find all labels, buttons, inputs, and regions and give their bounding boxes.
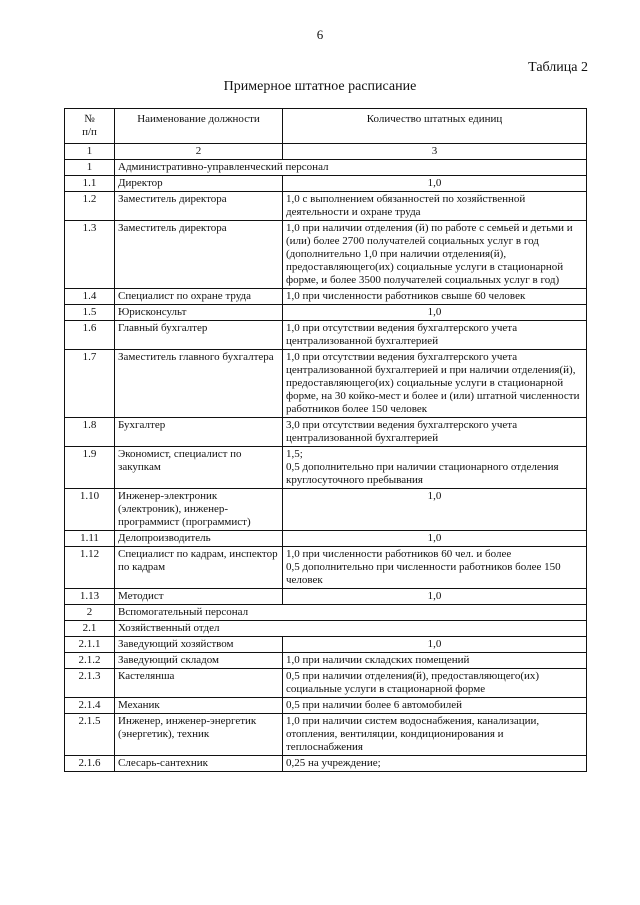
staff-quantity: 1,0 <box>283 637 587 653</box>
row-number: 1.1 <box>65 176 115 192</box>
row-number: 1.12 <box>65 547 115 589</box>
position-name: Слесарь-сантехник <box>115 756 283 772</box>
position-name: Экономист, специалист по закупкам <box>115 447 283 489</box>
position-name: Инженер, инженер-энергетик (энергетик), техник <box>115 714 283 756</box>
staff-quantity: 0,25 на учреждение; <box>283 756 587 772</box>
staff-quantity: 1,0 <box>283 305 587 321</box>
table-label: Таблица 2 <box>528 60 588 75</box>
table-row <box>65 714 587 756</box>
table-row <box>65 221 587 289</box>
row-number: 1.9 <box>65 447 115 489</box>
staff-quantity: 0,5 при наличии более 6 автомобилей <box>283 698 587 714</box>
staff-quantity: 1,5; 0,5 дополнительно при наличии стационарного отделения круглосуточного пребывания <box>283 447 587 489</box>
row-number: 2 <box>65 605 115 621</box>
index-cell-2: 2 <box>115 144 283 160</box>
table-index-row <box>65 144 587 160</box>
table-row <box>65 418 587 447</box>
table-row <box>65 621 587 637</box>
row-number: 1.4 <box>65 289 115 305</box>
row-number: 1.7 <box>65 350 115 418</box>
staff-quantity: 1,0 при численности работников свыше 60 человек <box>283 289 587 305</box>
table-row <box>65 637 587 653</box>
row-number: 1.10 <box>65 489 115 531</box>
staff-quantity: 1,0 с выполнением обязанностей по хозяйственной деятельности и охране труда <box>283 192 587 221</box>
page-number: 6 <box>316 27 324 42</box>
staff-quantity: 1,0 при отсутствии ведения бухгалтерского учета централизованной бухгалтерией <box>283 321 587 350</box>
staffing-table <box>64 108 587 772</box>
position-name: Специалист по охране труда <box>115 289 283 305</box>
table-row <box>65 192 587 221</box>
row-number: 1.5 <box>65 305 115 321</box>
section-heading: Хозяйственный отдел <box>115 621 587 637</box>
table-row <box>65 756 587 772</box>
staff-quantity: 1,0 при наличии систем водоснабжения, канализации, отопления, вентиляции, кондиционирования и теплоснабжения <box>283 714 587 756</box>
staff-quantity: 1,0 <box>283 589 587 605</box>
staff-quantity: 0,5 при наличии отделения(й), предоставляющего(их) социальные услуги в стационарной форме <box>283 669 587 698</box>
row-number: 1.3 <box>65 221 115 289</box>
table-row <box>65 305 587 321</box>
position-name: Заместитель главного бухгалтера <box>115 350 283 418</box>
row-number: 1.2 <box>65 192 115 221</box>
header-num <box>65 109 115 144</box>
staff-quantity: 1,0 при отсутствии ведения бухгалтерского учета централизованной бухгалтерией и при наличии отделения(й), предоставляющего(их) социальные услуги в стационарной форме, на 30 койко-мест и более и (или) штатной численности работников более 150 человек <box>283 350 587 418</box>
staff-quantity: 1,0 при наличии отделения (й) по работе с семьей и детьми и (или) более 2700 получателей социальных услуг в год (дополнительно 1,0 при наличии отделения(й), предоставляющего(их) социальные услуги в стационарной форме, и более 3500 получателей социальных услуг в год) <box>283 221 587 289</box>
index-cell-1: 1 <box>65 144 115 160</box>
row-number: 2.1.2 <box>65 653 115 669</box>
header-position: Наименование должности <box>115 109 283 144</box>
table-row <box>65 531 587 547</box>
row-number: 2.1 <box>65 621 115 637</box>
table-row <box>65 350 587 418</box>
table-row <box>65 669 587 698</box>
staff-quantity: 1,0 <box>283 489 587 531</box>
position-name: Специалист по кадрам, инспектор по кадрам <box>115 547 283 589</box>
position-name: Главный бухгалтер <box>115 321 283 350</box>
table-header-row <box>65 109 587 144</box>
position-name: Бухгалтер <box>115 418 283 447</box>
row-number: 1 <box>65 160 115 176</box>
row-number: 2.1.6 <box>65 756 115 772</box>
table-row <box>65 176 587 192</box>
position-name: Кастелянша <box>115 669 283 698</box>
header-num-line2: п/п <box>82 126 97 138</box>
position-name: Заместитель директора <box>115 192 283 221</box>
row-number: 1.8 <box>65 418 115 447</box>
table-row <box>65 547 587 589</box>
staff-quantity: 1,0 <box>283 176 587 192</box>
table-row <box>65 289 587 305</box>
position-name: Механик <box>115 698 283 714</box>
row-number: 1.11 <box>65 531 115 547</box>
position-name: Юрисконсульт <box>115 305 283 321</box>
staff-quantity: 1,0 <box>283 531 587 547</box>
section-heading: Вспомогательный персонал <box>115 605 587 621</box>
row-number: 2.1.4 <box>65 698 115 714</box>
position-name: Делопроизводитель <box>115 531 283 547</box>
staff-quantity: 1,0 при наличии складских помещений <box>283 653 587 669</box>
position-name: Заместитель директора <box>115 221 283 289</box>
table-row <box>65 589 587 605</box>
position-name: Заведующий складом <box>115 653 283 669</box>
row-number: 2.1.1 <box>65 637 115 653</box>
row-number: 1.13 <box>65 589 115 605</box>
position-name: Методист <box>115 589 283 605</box>
header-num-line1: № <box>84 113 95 125</box>
header-quantity: Количество штатных единиц <box>283 109 587 144</box>
position-name: Инженер-электроник (электроник), инженер-программист (программист) <box>115 489 283 531</box>
row-number: 1.6 <box>65 321 115 350</box>
table-body <box>65 160 587 772</box>
index-cell-3: 3 <box>283 144 587 160</box>
table-row <box>65 321 587 350</box>
document-title: Примерное штатное расписание <box>223 79 417 94</box>
row-number: 2.1.3 <box>65 669 115 698</box>
position-name: Заведующий хозяйством <box>115 637 283 653</box>
table-row <box>65 489 587 531</box>
table-row <box>65 698 587 714</box>
table-row <box>65 160 587 176</box>
staff-quantity: 1,0 при численности работников 60 чел. и более 0,5 дополнительно при численности работников более 150 человек <box>283 547 587 589</box>
staff-quantity: 3,0 при отсутствии ведения бухгалтерского учета централизованной бухгалтерией <box>283 418 587 447</box>
position-name: Директор <box>115 176 283 192</box>
section-heading: Административно-управленческий персонал <box>115 160 587 176</box>
row-number: 2.1.5 <box>65 714 115 756</box>
table-row <box>65 653 587 669</box>
table-row <box>65 605 587 621</box>
table-row <box>65 447 587 489</box>
